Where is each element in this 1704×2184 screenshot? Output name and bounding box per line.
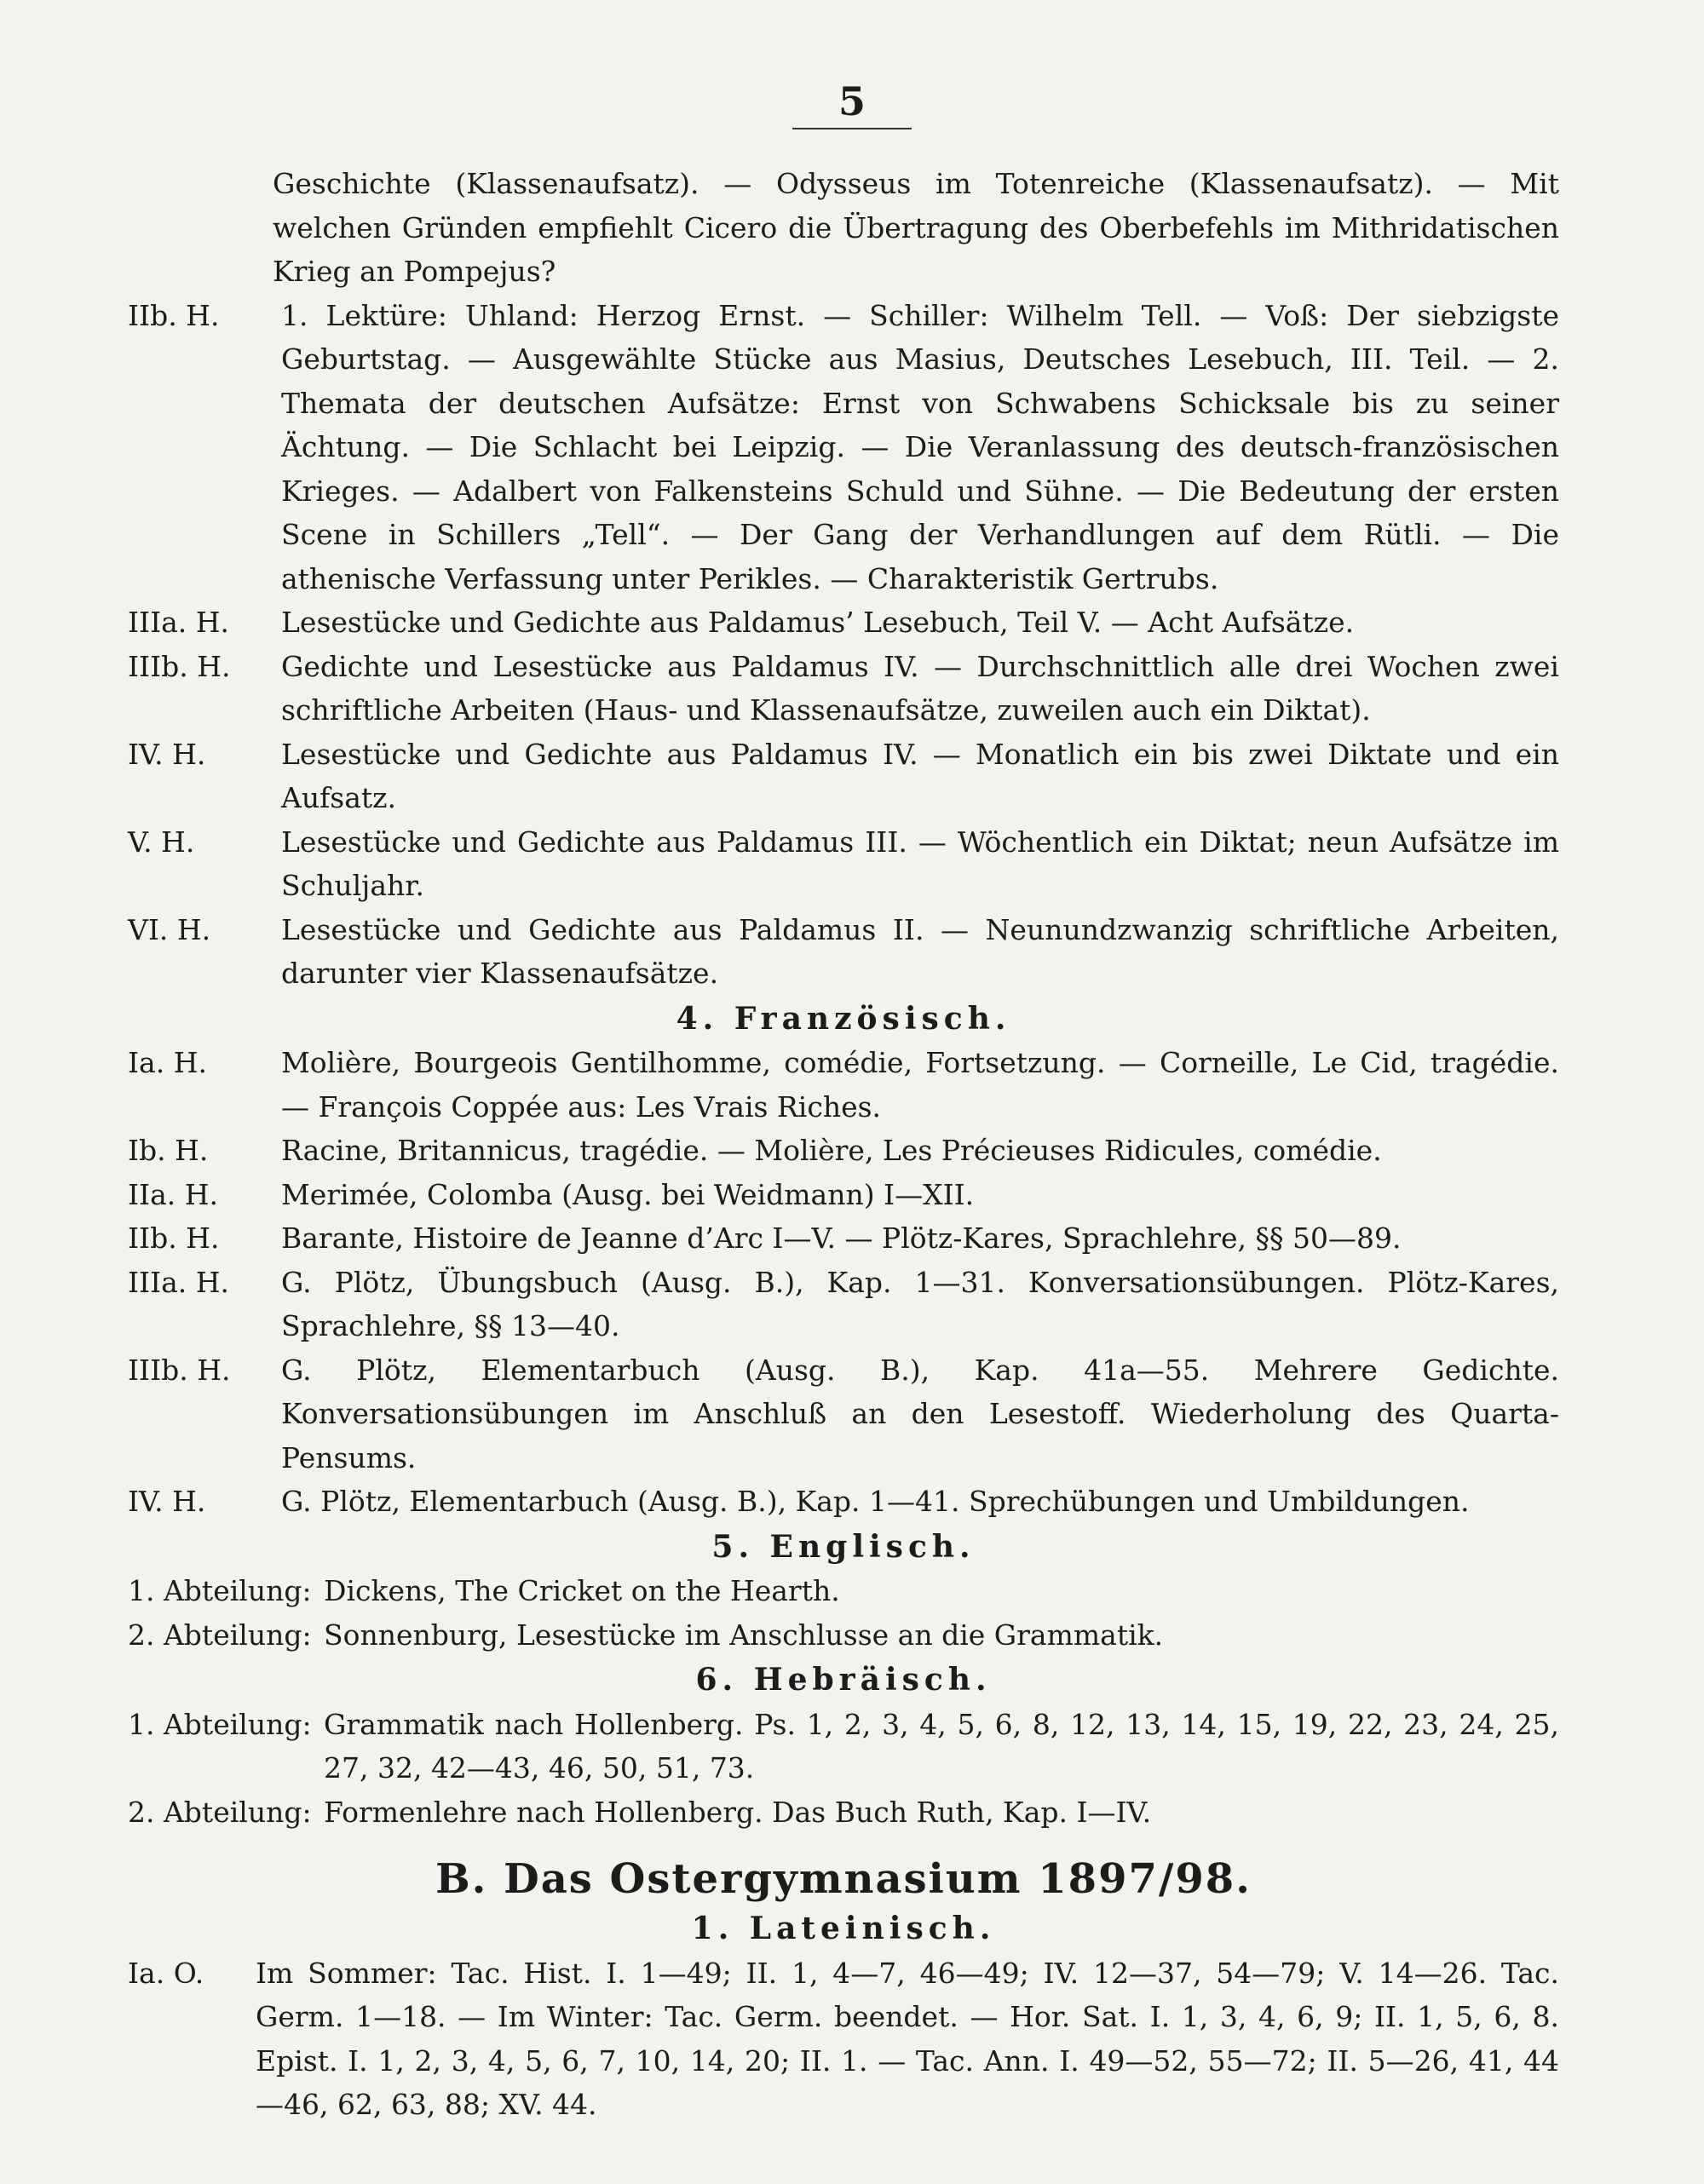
entry-text: Lesestücke und Gedichte aus Paldamus’ Lesebuch, Teil V. — Acht Aufsätze. [281, 606, 1355, 639]
entry-label: V. H. [128, 825, 195, 859]
entry-text: Lesestücke und Gedichte aus Paldamus IV. — Monatlich ein bis zwei Diktate und ein Aufsatz. [281, 737, 1559, 814]
hebrew-entry-2 [128, 1790, 1559, 1835]
page-content [128, 162, 1559, 2127]
german-entry-vi [128, 908, 1559, 996]
entry-label: Ia. H. [128, 1046, 207, 1079]
entry-label: IIb. H. [128, 1221, 220, 1255]
english-entry-1 [128, 1569, 1559, 1613]
page-number-rule [792, 128, 912, 129]
entry-text: 1. Lektüre: Uhland: Herzog Ernst. — Schiller: Wilhelm Tell. — Voß: Der siebzigste Geburtstag. — Ausgewählte Stücke aus Masius, Deutsches Lesebuch, III. Teil. — 2. Themata der deutschen Aufsätze: Ernst von Schwabens Schicksale bis zu seiner Ächtung. — Die Schlacht bei Leipzig. — Die Veranlassung des deutsch-französischen Krieges. — Adalbert von Falkensteins Schuld und Sühne. — Die Bedeutung der ersten Scene in Schillers „Tell“. — Der Gang der Verhandlungen auf dem Rütli. — Die athenische Verfassung unter Perikles. — Charakteristik Gertrubs. [281, 298, 1559, 595]
french-entry-iv [128, 1480, 1559, 1524]
entry-label: 2. Abteilung: [128, 1795, 312, 1829]
german-entry-v [128, 820, 1559, 908]
entry-text: G. Plötz, Elementarbuch (Ausg. B.), Kap. 41a—55. Mehrere Gedichte. Konversationsübungen im Anschluß an den Lesestoff. Wiederholung des Quarta-Pensums. [281, 1353, 1559, 1474]
french-entry-iiia [128, 1261, 1559, 1348]
entry-label: IIa. H. [128, 1177, 218, 1211]
german-entry-iiia [128, 601, 1559, 645]
french-entry-ia [128, 1041, 1559, 1129]
english-entry-2 [128, 1613, 1559, 1658]
entry-text: Grammatik nach Hollenberg. Ps. 1, 2, 3, 4, 5, 6, 8, 12, 13, 14, 15, 19, 22, 23, 24, 25, 27, 32, 42—43, 46, 50, 51, 73. [324, 1707, 1559, 1785]
entry-text: G. Plötz, Elementarbuch (Ausg. B.), Kap. 1—41. Sprechübungen und Umbildungen. [281, 1485, 1470, 1518]
entry-text: Formenlehre nach Hollenberg. Das Buch Ruth, Kap. I—IV. [324, 1795, 1152, 1829]
entry-label: IIIb. H. [128, 649, 231, 683]
french-entry-iia [128, 1173, 1559, 1217]
french-entry-iiib [128, 1348, 1559, 1480]
entry-label: IIb. H. [128, 298, 220, 332]
entry-label: Ia. O. [128, 1956, 204, 1990]
entry-text: Molière, Bourgeois Gentilhomme, comédie, Fortsetzung. — Corneille, Le Cid, tragédie. — François Coppée aus: Les Vrais Riches. [281, 1046, 1559, 1124]
entry-label: IIIa. H. [128, 1265, 230, 1299]
entry-label: IV. H. [128, 1485, 206, 1518]
entry-label: 1. Abteilung: [128, 1707, 312, 1741]
german-entry-iiib [128, 645, 1559, 733]
entry-text: Lesestücke und Gedichte aus Paldamus III. — Wöchentlich ein Diktat; neun Aufsätze im Schuljahr. [281, 825, 1559, 902]
entry-label: 2. Abteilung: [128, 1618, 312, 1652]
section-title-french: 4. Französisch. [676, 1000, 1011, 1037]
section-title-hebrew: 6. Hebräisch. [695, 1662, 992, 1698]
entry-label: Ib. H. [128, 1134, 209, 1167]
entry-label: VI. H. [128, 912, 211, 946]
entry-text: Im Sommer: Tac. Hist. I. 1—49; II. 1, 4—7, 46—49; IV. 12—37, 54—79; V. 14—26. Tac. Germ. 1—18. — Im Winter: Tac. Germ. beendet. — Hor. Sat. I. 1, 3, 4, 6, 9; II. 1, 5, 6, 8. Epist. I. 1, 2, 3, 4, 5, 6, 7, 10, 14, 20; II. 1. — Tac. Ann. I. 49—52, 55—72; II. 5—26, 41, 44—46, 62, 63, 88; XV. 44. [256, 1956, 1559, 2121]
entry-text: Dickens, The Cricket on the Hearth. [324, 1574, 840, 1607]
entry-label: IV. H. [128, 737, 206, 771]
entry-text: Gedichte und Lesestücke aus Paldamus IV. — Durchschnittlich alle drei Wochen zwei schriftliche Arbeiten (Haus- und Klassenaufsätze, zuweilen auch ein Diktat). [281, 649, 1559, 727]
german-entry-iib [128, 294, 1559, 601]
section-title-latin: 1. Lateinisch. [691, 1911, 996, 1946]
entry-text: Racine, Britannicus, tragédie. — Molière, Les Précieuses Ridicules, comédie. [281, 1134, 1382, 1167]
page-number: 5 [838, 78, 866, 124]
hebrew-entry-1 [128, 1703, 1559, 1790]
entry-text: Merimée, Colomba (Ausg. bei Weidmann) I—XII. [281, 1177, 975, 1211]
french-entry-ib [128, 1129, 1559, 1173]
latin-entry-ia [128, 1951, 1559, 2127]
entry-text: Barante, Histoire de Jeanne d’Arc I—V. — Plötz-Kares, Sprachlehre, §§ 50—89. [281, 1221, 1402, 1255]
entry-text: Sonnenburg, Lesestücke im Anschlusse an die Grammatik. [324, 1618, 1164, 1652]
part-b-title: B. Das Ostergymnasium 1897/98. [435, 1855, 1252, 1903]
entry-text: G. Plötz, Übungsbuch (Ausg. B.), Kap. 1—31. Konversationsübungen. Plötz-Kares, Sprachlehre, §§ 13—40. [281, 1265, 1559, 1342]
entry-text: Lesestücke und Gedichte aus Paldamus II. — Neunundzwanzig schriftliche Arbeiten, darunter vier Klassenaufsätze. [281, 912, 1559, 990]
continued-paragraph: Geschichte (Klassenaufsatz). — Odysseus im Totenreiche (Klassenaufsatz). — Mit welchen Gründen empfiehlt Cicero die Übertragung des Oberbefehls im Mithridatischen Krieg an Pompejus? [273, 167, 1559, 288]
entry-label: 1. Abteilung: [128, 1574, 312, 1607]
section-title-english: 5. Englisch. [711, 1528, 976, 1565]
german-entry-iv [128, 733, 1559, 820]
entry-label: IIIb. H. [128, 1353, 231, 1387]
entry-label: IIIa. H. [128, 606, 230, 639]
french-entry-iib [128, 1216, 1559, 1261]
